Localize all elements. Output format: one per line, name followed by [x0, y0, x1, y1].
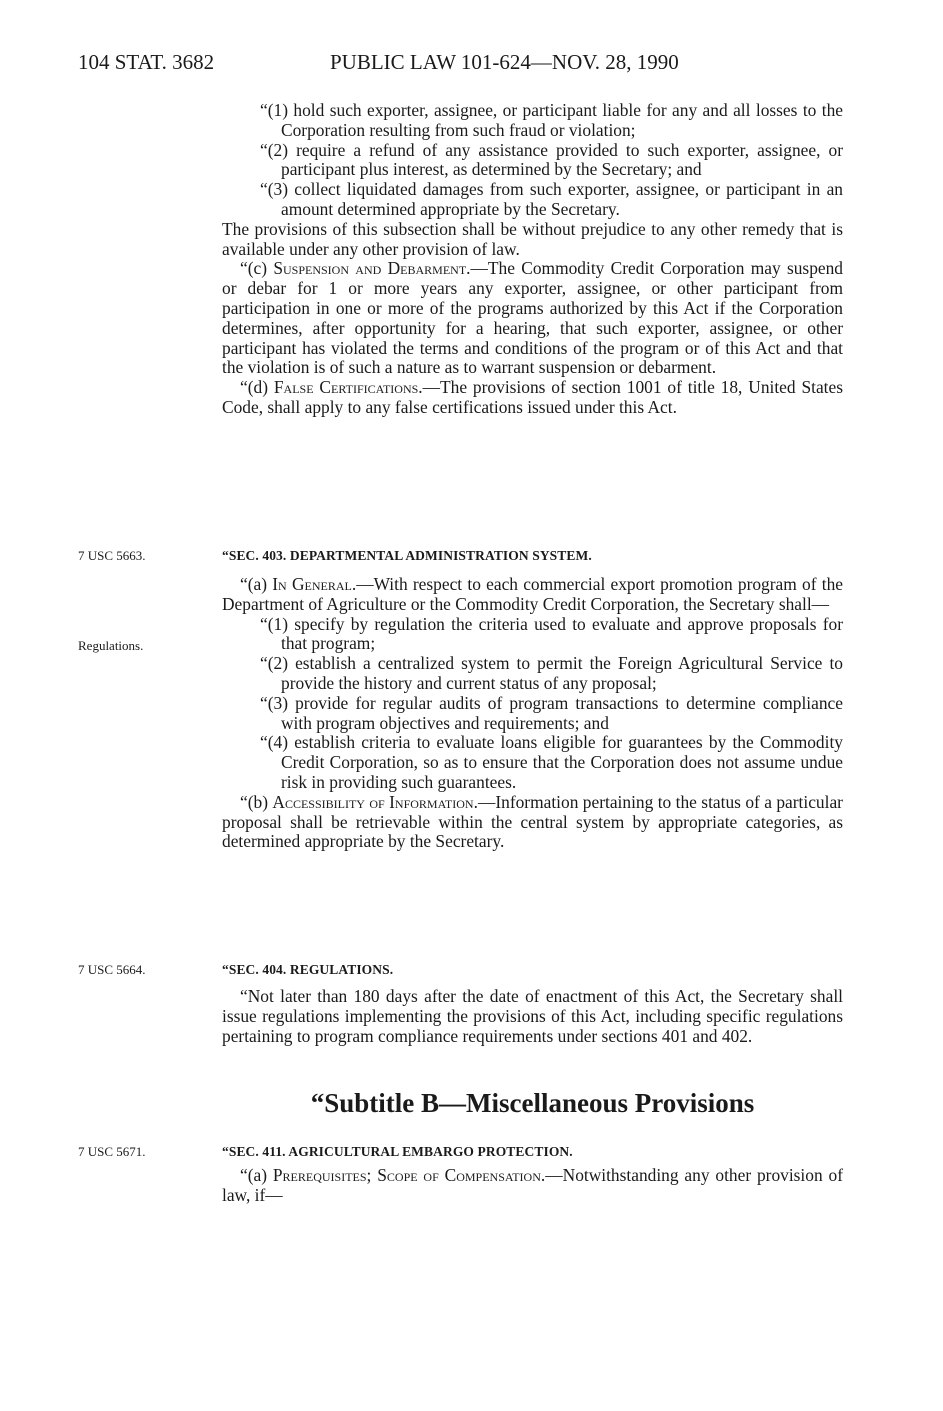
margin-note-5671: 7 USC 5671. — [78, 1144, 146, 1159]
stat-citation: 104 STAT. 3682 — [78, 50, 215, 74]
section-403-heading: “SEC. 403. DEPARTMENTAL ADMINISTRATION SYSTEM. — [222, 548, 592, 563]
clause-2: “(2) require a refund of any assistance provided to such exporter, assignee, or participant plus interest, as determined by the Secretary; and — [260, 139, 843, 180]
subsection-b-continuation — [222, 101, 843, 418]
section-403-b: “(b) Accessibility of Information.—Information pertaining to the status of a particular proposal shall be retrievable within the central system by appropriate categories, as determined appropriate by the Secretary. — [222, 791, 843, 852]
section-411-heading: “SEC. 411. AGRICULTURAL EMBARGO PROTECTION. — [222, 1144, 573, 1159]
section-403-item-1: “(1) specify by regulation the criteria used to evaluate and approve proposals for that program; — [260, 613, 843, 654]
section-403-item-3: “(3) provide for regular audits of program transactions to determine compliance with program objectives and requirements; and — [260, 692, 843, 733]
subsection-d: “(d) False Certifications.—The provisions of section 1001 of title 18, United States Code, shall apply to any false certifications issued under this Act. — [222, 377, 843, 417]
section-403-a: “(a) In General.—With respect to each commercial export promotion program of the Department of Agriculture or the Commodity Credit Corporation, the Secretary shall— — [222, 574, 843, 614]
subtitle-b-heading: “Subtitle B—Miscellaneous Provisions — [310, 1088, 755, 1118]
clause-1: “(1) hold such exporter, assignee, or participant liable for any and all losses to the Corporation resulting from such fraud or violation; — [260, 100, 843, 140]
section-411-a-heading: Prerequisites; Scope of Compensation — [272, 1165, 541, 1185]
section-411-body — [222, 1166, 843, 1206]
margin-note-5663: 7 USC 5663. — [78, 548, 146, 563]
section-411-a: “(a) Prerequisites; Scope of Compensation.—Notwithstanding any other provision of law, if— — [222, 1165, 843, 1205]
section-403-a-heading: In General — [272, 574, 352, 594]
section-403-body — [222, 575, 843, 852]
section-404-text: “Not later than 180 days after the date of enactment of this Act, the Secretary shall issue regulations implementing the provisions of this Act, including specific regulations pertaining to program compliance requirements under sections 401 and 402. — [222, 986, 843, 1046]
page-header — [78, 50, 778, 80]
section-403-item-4: “(4) establish criteria to evaluate loans eligible for guarantees by the Commodity Credit Corporation, so as to ensure that the Corporation does not assume undue risk in providing such guarantees. — [260, 732, 843, 792]
subsection-c: “(c) Suspension and Debarment.—The Commodity Credit Corporation may suspend or debar for 1 or more years any exporter, assignee, or other participant from participation in one or more of the programs authorized by this Act if the Corporation determines, after opportunity for a hearing, that such exporter, assignee, or other participant has violated the terms and conditions of the program or of this Act and that the violation is of such a nature as to warrant suspension or debarment. — [222, 258, 844, 378]
section-404-heading: “SEC. 404. REGULATIONS. — [222, 962, 394, 977]
section-403-item-2: “(2) establish a centralized system to permit the Foreign Agricultural Service to provide the history and current status of any proposal; — [260, 653, 843, 693]
running-title: PUBLIC LAW 101-624—NOV. 28, 1990 — [330, 50, 679, 74]
section-403-b-heading: Accessibility of Information — [272, 791, 474, 812]
closing-paragraph: The provisions of this subsection shall be without prejudice to any other remedy that is available under any other provision of law. — [222, 218, 843, 259]
section-404-body — [222, 987, 843, 1046]
clause-3: “(3) collect liquidated damages from such exporter, assignee, or participant in an amount determined appropriate by the Secretary. — [260, 179, 843, 219]
margin-note-regulations: Regulations. — [78, 638, 144, 653]
subsection-d-heading: False Certifications — [273, 377, 419, 398]
margin-note-5664: 7 USC 5664. — [78, 962, 146, 977]
subsection-c-heading: Suspension and Debarment — [273, 258, 467, 279]
